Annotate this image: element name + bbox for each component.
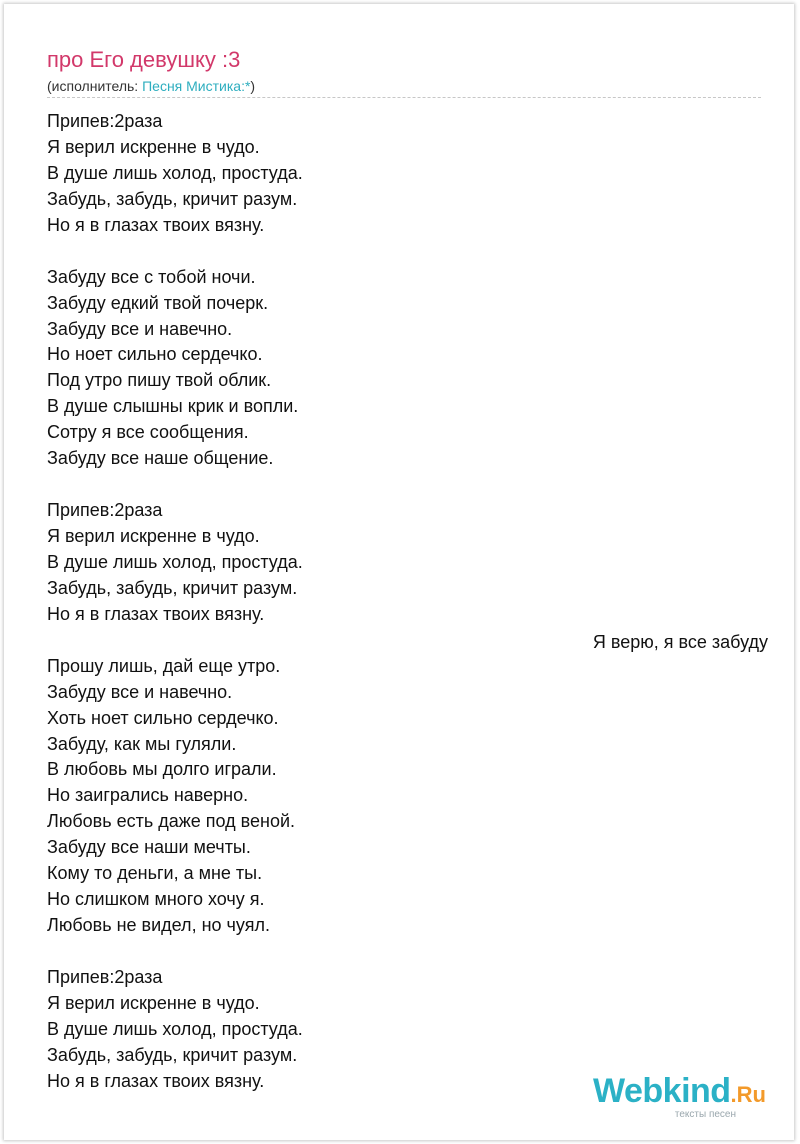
- lyric-line: [47, 939, 303, 965]
- lyric-line: Припев:2раза: [47, 500, 163, 521]
- lyric-line: Но ноет сильно сердечко.: [47, 344, 263, 365]
- lyric-line: Но я в глазах твоих вязну.: [47, 214, 265, 235]
- lyric-line: В душе лишь холод, простуда.: [47, 1018, 303, 1039]
- lyric-line: Забуду, как мы гуляли.: [47, 733, 237, 754]
- lyric-line: Я верил искренне в чудо.: [47, 526, 260, 546]
- lyric-line: [47, 628, 303, 654]
- song-title: про Его девушку :3: [47, 47, 241, 72]
- header-divider: [47, 97, 761, 98]
- artist-link[interactable]: Песня Мистика:*: [142, 78, 251, 94]
- lyric-line: В душе лишь холод, простуда.: [47, 162, 303, 183]
- lyrics-body: [47, 109, 303, 1095]
- lyric-line: Забудь, забудь, кричит разум.: [47, 577, 298, 598]
- logo-tld: .Ru: [730, 1082, 766, 1107]
- lyric-line: Я верил искренне в чудо.: [47, 136, 260, 157]
- lyrics-side-line: Я верю, я все забуду: [592, 632, 768, 652]
- lyric-line: Забуду все наше общение.: [47, 448, 274, 469]
- lyric-line: Забуду все и навечно.: [47, 681, 233, 702]
- lyric-line: Забуду все и навечно.: [47, 318, 233, 339]
- lyric-line: Хоть ноет сильно сердечко.: [47, 707, 279, 728]
- lyric-line: Но слишком много хочу я.: [47, 889, 265, 910]
- lyric-line: В любовь мы долго играли.: [47, 759, 277, 780]
- lyric-line: Под утро пишу твой облик.: [47, 370, 272, 391]
- lyric-line: Припев:2раза: [47, 111, 163, 131]
- lyric-line: В душе слышны крик и вопли.: [47, 396, 299, 417]
- subtitle-suffix: ): [250, 78, 256, 94]
- lyric-line: Забуду все с тобой ночи.: [47, 266, 256, 287]
- subtitle-prefix: (исполнитель:: [47, 78, 143, 94]
- song-subtitle: [47, 77, 255, 95]
- lyric-line: Любовь не видел, но чуял.: [47, 915, 270, 936]
- lyric-line: [47, 239, 303, 265]
- lyric-line: Забудь, забудь, кричит разум.: [47, 1044, 298, 1065]
- site-logo[interactable]: [593, 1073, 766, 1120]
- lyric-line: Забуду едкий твой почерк.: [47, 292, 269, 313]
- lyric-line: Но я в глазах твоих вязну.: [47, 1070, 265, 1091]
- lyric-line: Прошу лишь, дай еще утро.: [47, 655, 281, 676]
- lyrics-page: [4, 4, 794, 1140]
- lyric-line: Но я в глазах твоих вязну.: [47, 603, 265, 624]
- logo-tagline: тексты песен: [674, 1109, 736, 1120]
- lyric-line: Забудь, забудь, кричит разум.: [47, 188, 298, 209]
- lyric-line: Я верил искренне в чудо.: [47, 992, 260, 1013]
- lyric-line: Забуду все наши мечты.: [47, 837, 251, 858]
- lyric-line: [47, 472, 303, 498]
- logo-wordmark: [593, 1073, 766, 1113]
- lyric-line: В душе лишь холод, простуда.: [47, 551, 303, 572]
- logo-name: Webkind: [593, 1072, 731, 1110]
- lyric-line: Любовь есть даже под веной.: [47, 811, 296, 832]
- lyric-line: Но заигрались наверно.: [47, 785, 249, 806]
- lyric-line: Припев:2раза: [47, 966, 163, 987]
- lyric-line: Сотру я все сообщения.: [47, 422, 249, 443]
- lyric-line: Кому то деньги, а мне ты.: [47, 863, 263, 884]
